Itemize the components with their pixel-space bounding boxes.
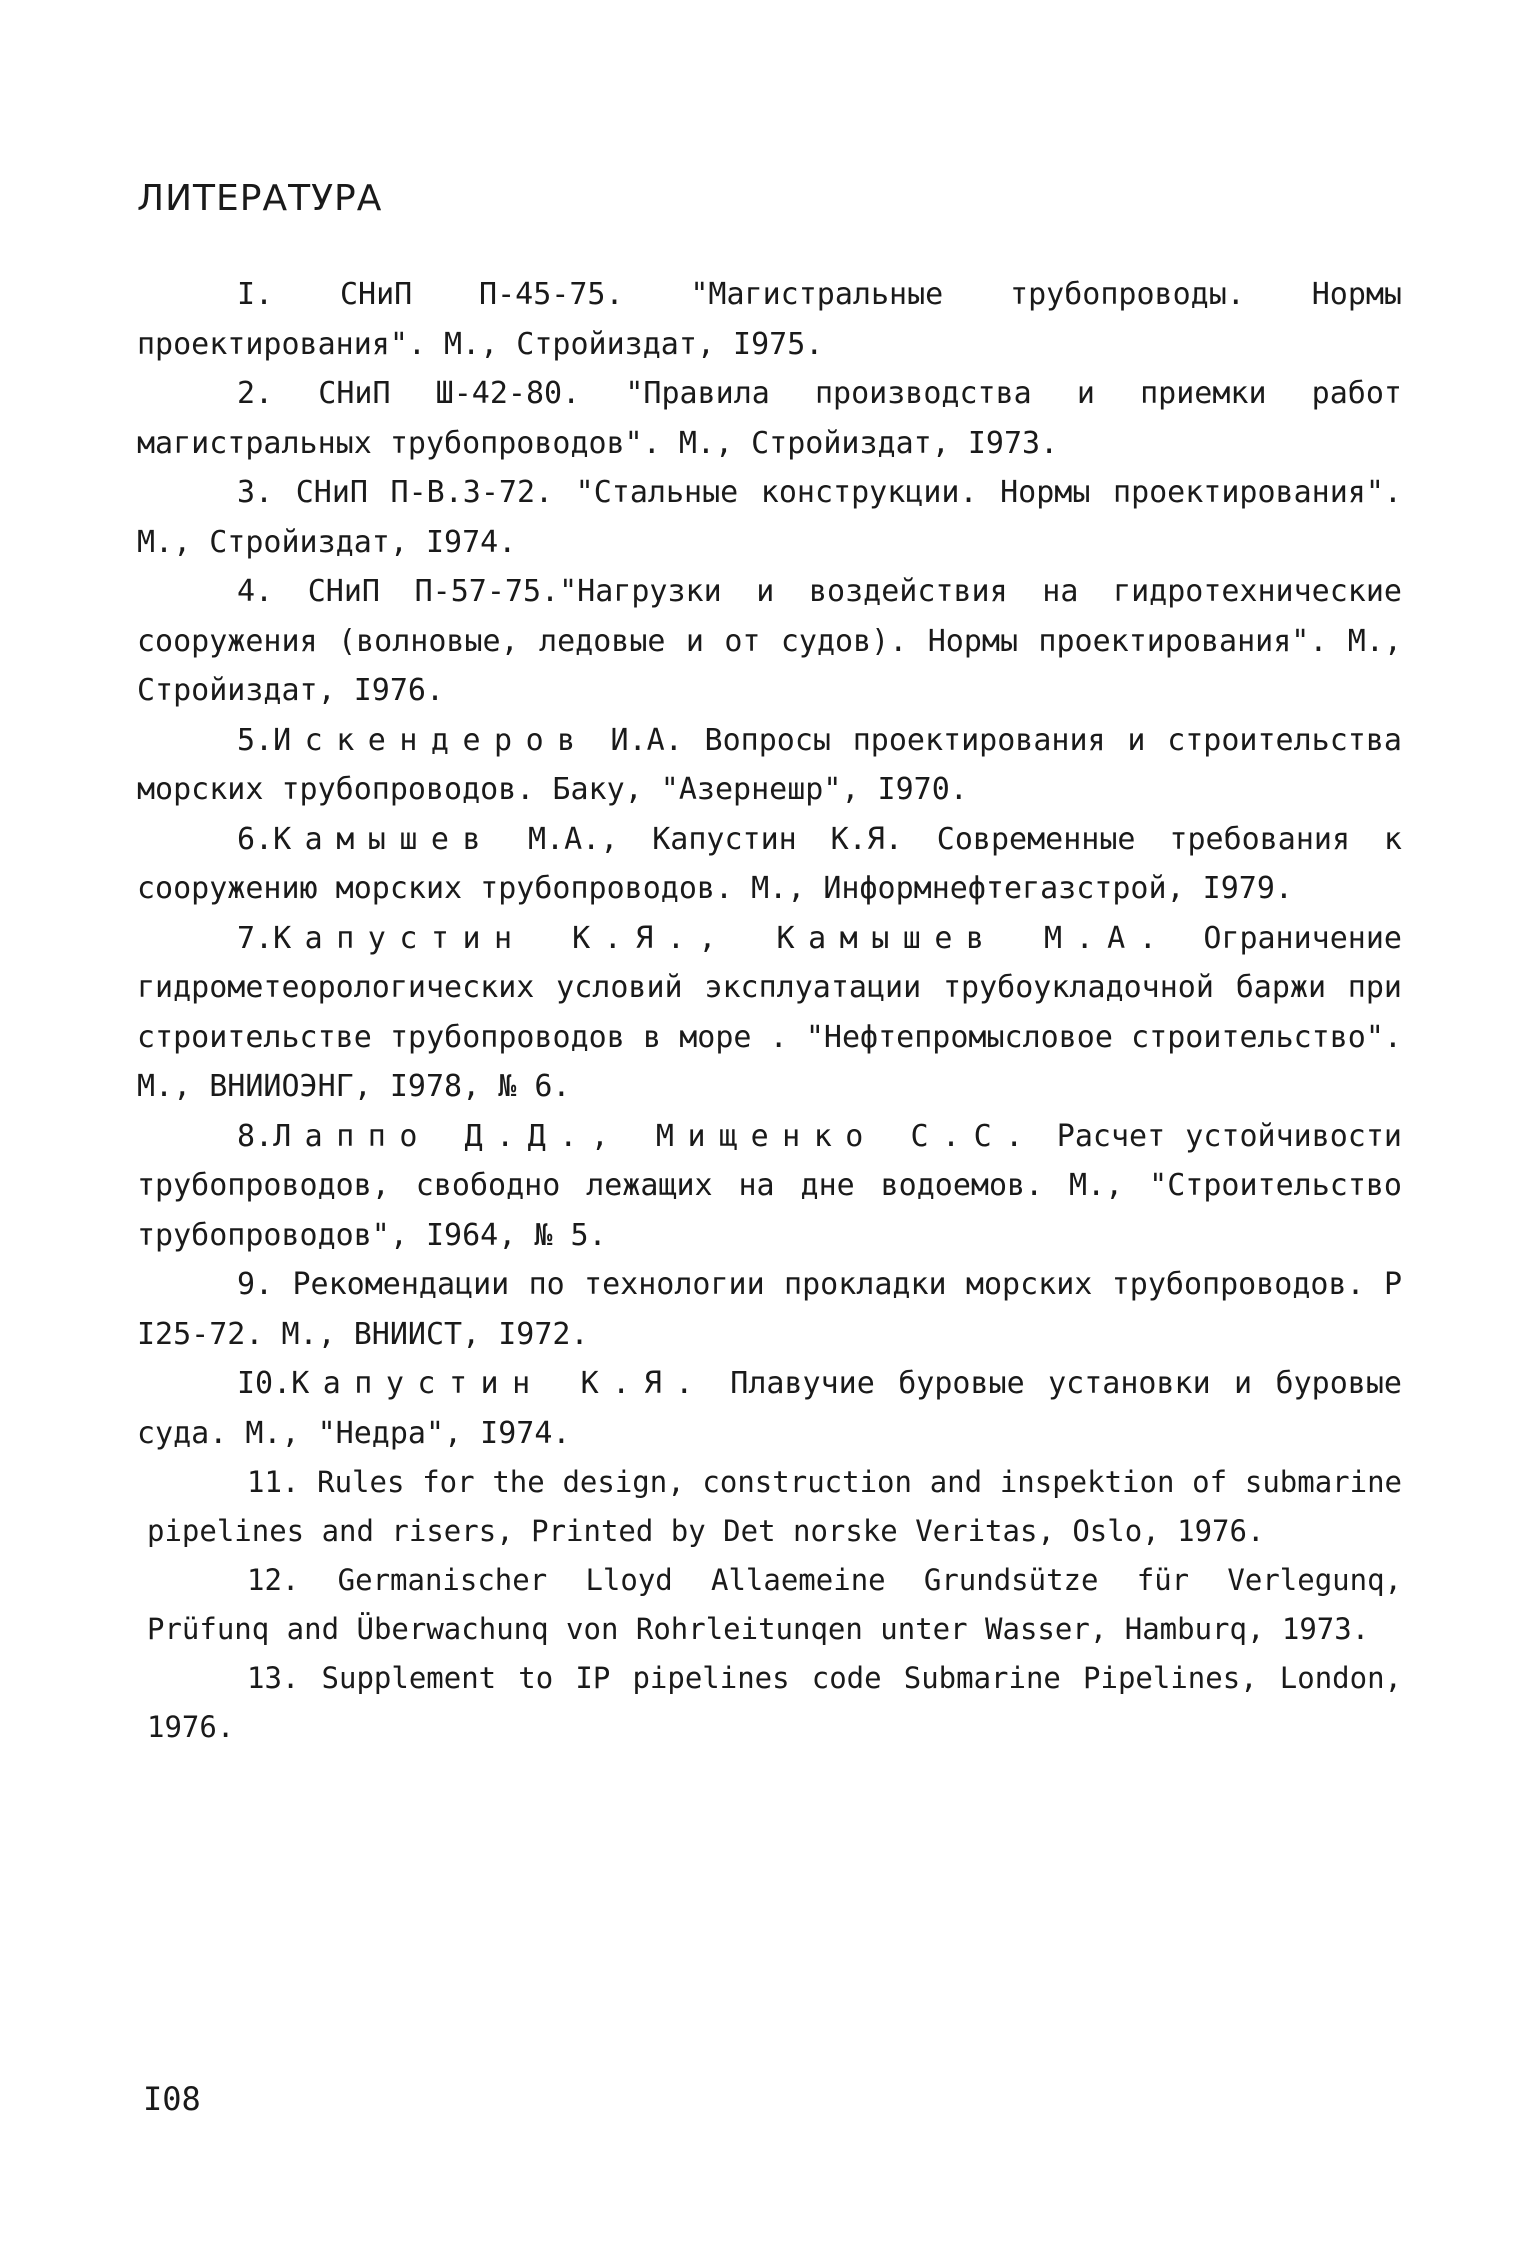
reference-author: Лаппо Д.Д., Мищенко С.С. xyxy=(273,1118,1037,1154)
reference-text: М.А., Капустин К.Я. Современные требования к сооружению морских трубопроводов. М., Информнефтегазстрой, I979. xyxy=(137,821,1402,906)
reference-lead: I0. xyxy=(237,1366,292,1401)
reference-item-13: 13. Supplement to IP pipelines code Submarine Pipelines, London, 1976. xyxy=(147,1661,1402,1744)
reference-text: Ограничение гидрометеорологических условий эксплуатации трубоукладочной баржи при строительстве трубопроводов в море . "Нефтепромысловое строительство". М., ВНИИОЭНГ, I978, № 6. xyxy=(137,920,1402,1104)
reference-item-7 xyxy=(137,914,1402,1112)
references-heading: ЛИТЕРАТУРА xyxy=(137,178,383,219)
reference-text: 3. СНиП П-В.3-72. "Стальные конструкции. Нормы проектирования". М., Стройиздат, I974. xyxy=(137,475,1402,560)
reference-item-4 xyxy=(137,567,1402,716)
reference-list xyxy=(137,270,1402,1752)
reference-item-5 xyxy=(137,716,1402,815)
reference-item-2 xyxy=(137,369,1402,468)
reference-lead: 5. xyxy=(237,722,274,758)
reference-lead: 7. xyxy=(237,920,274,956)
reference-author: Капустин К.Я. xyxy=(291,1366,707,1401)
reference-text: Расчет устойчивости трубопроводов, свободно лежащих на дне водоемов. М., "Строительство трубопроводов", I964, № 5. xyxy=(137,1118,1402,1253)
reference-text: И.А. Вопросы проектирования и строительства морских трубопроводов. Баку, "Азернешр", I970. xyxy=(137,722,1402,807)
reference-lead: 8. xyxy=(237,1118,274,1154)
reference-author: Камышев xyxy=(273,821,495,857)
reference-text: 2. СНиП Ш-42-80. "Правила производства и приемки работ магистральных трубопроводов". М., Стройиздат, I973. xyxy=(137,376,1402,461)
reference-item-12: 12. Germanischer Lloyd Allaemeine Grundsütze für Verlegunq, Prüfunq and Überwachunq von Rohrleitunqen unter Wasser, Hamburq, 1973. xyxy=(147,1563,1402,1646)
reference-text: 4. СНиП П-57-75."Нагрузки и воздействия на гидротехнические сооружения (волновые, ледовые и от судов). Нормы проектирования". М., Стройиздат, I976. xyxy=(137,574,1402,708)
reference-item-10 xyxy=(137,1359,1402,1458)
reference-item-3 xyxy=(137,468,1402,567)
reference-text: I. СНиП П-45-75. "Магистральные трубопроводы. Нормы проектирования". М., Стройиздат, I975. xyxy=(137,277,1402,362)
reference-author: Искендеров xyxy=(273,722,589,758)
page-number: I08 xyxy=(143,2080,201,2118)
reference-item-6 xyxy=(137,815,1402,914)
reference-item-9 xyxy=(137,1260,1402,1359)
reference-text: Плавучие буровые установки и буровые суда. М., "Недра", I974. xyxy=(137,1366,1402,1451)
reference-item-8 xyxy=(137,1112,1402,1261)
reference-author: Капустин К.Я., Камышев М.А. xyxy=(273,920,1171,956)
reference-lead: 6. xyxy=(237,821,274,857)
reference-item-1 xyxy=(137,270,1402,369)
reference-text: 9. Рекомендации по технологии прокладки морских трубопроводов. Р I25-72. М., ВНИИСТ, I972. xyxy=(137,1267,1402,1352)
reference-item-11: 11. Rules for the design, construction and inspektion of submarine pipelines and risers, Printed by Det norske Veritas, Oslo, 1976. xyxy=(147,1465,1402,1548)
